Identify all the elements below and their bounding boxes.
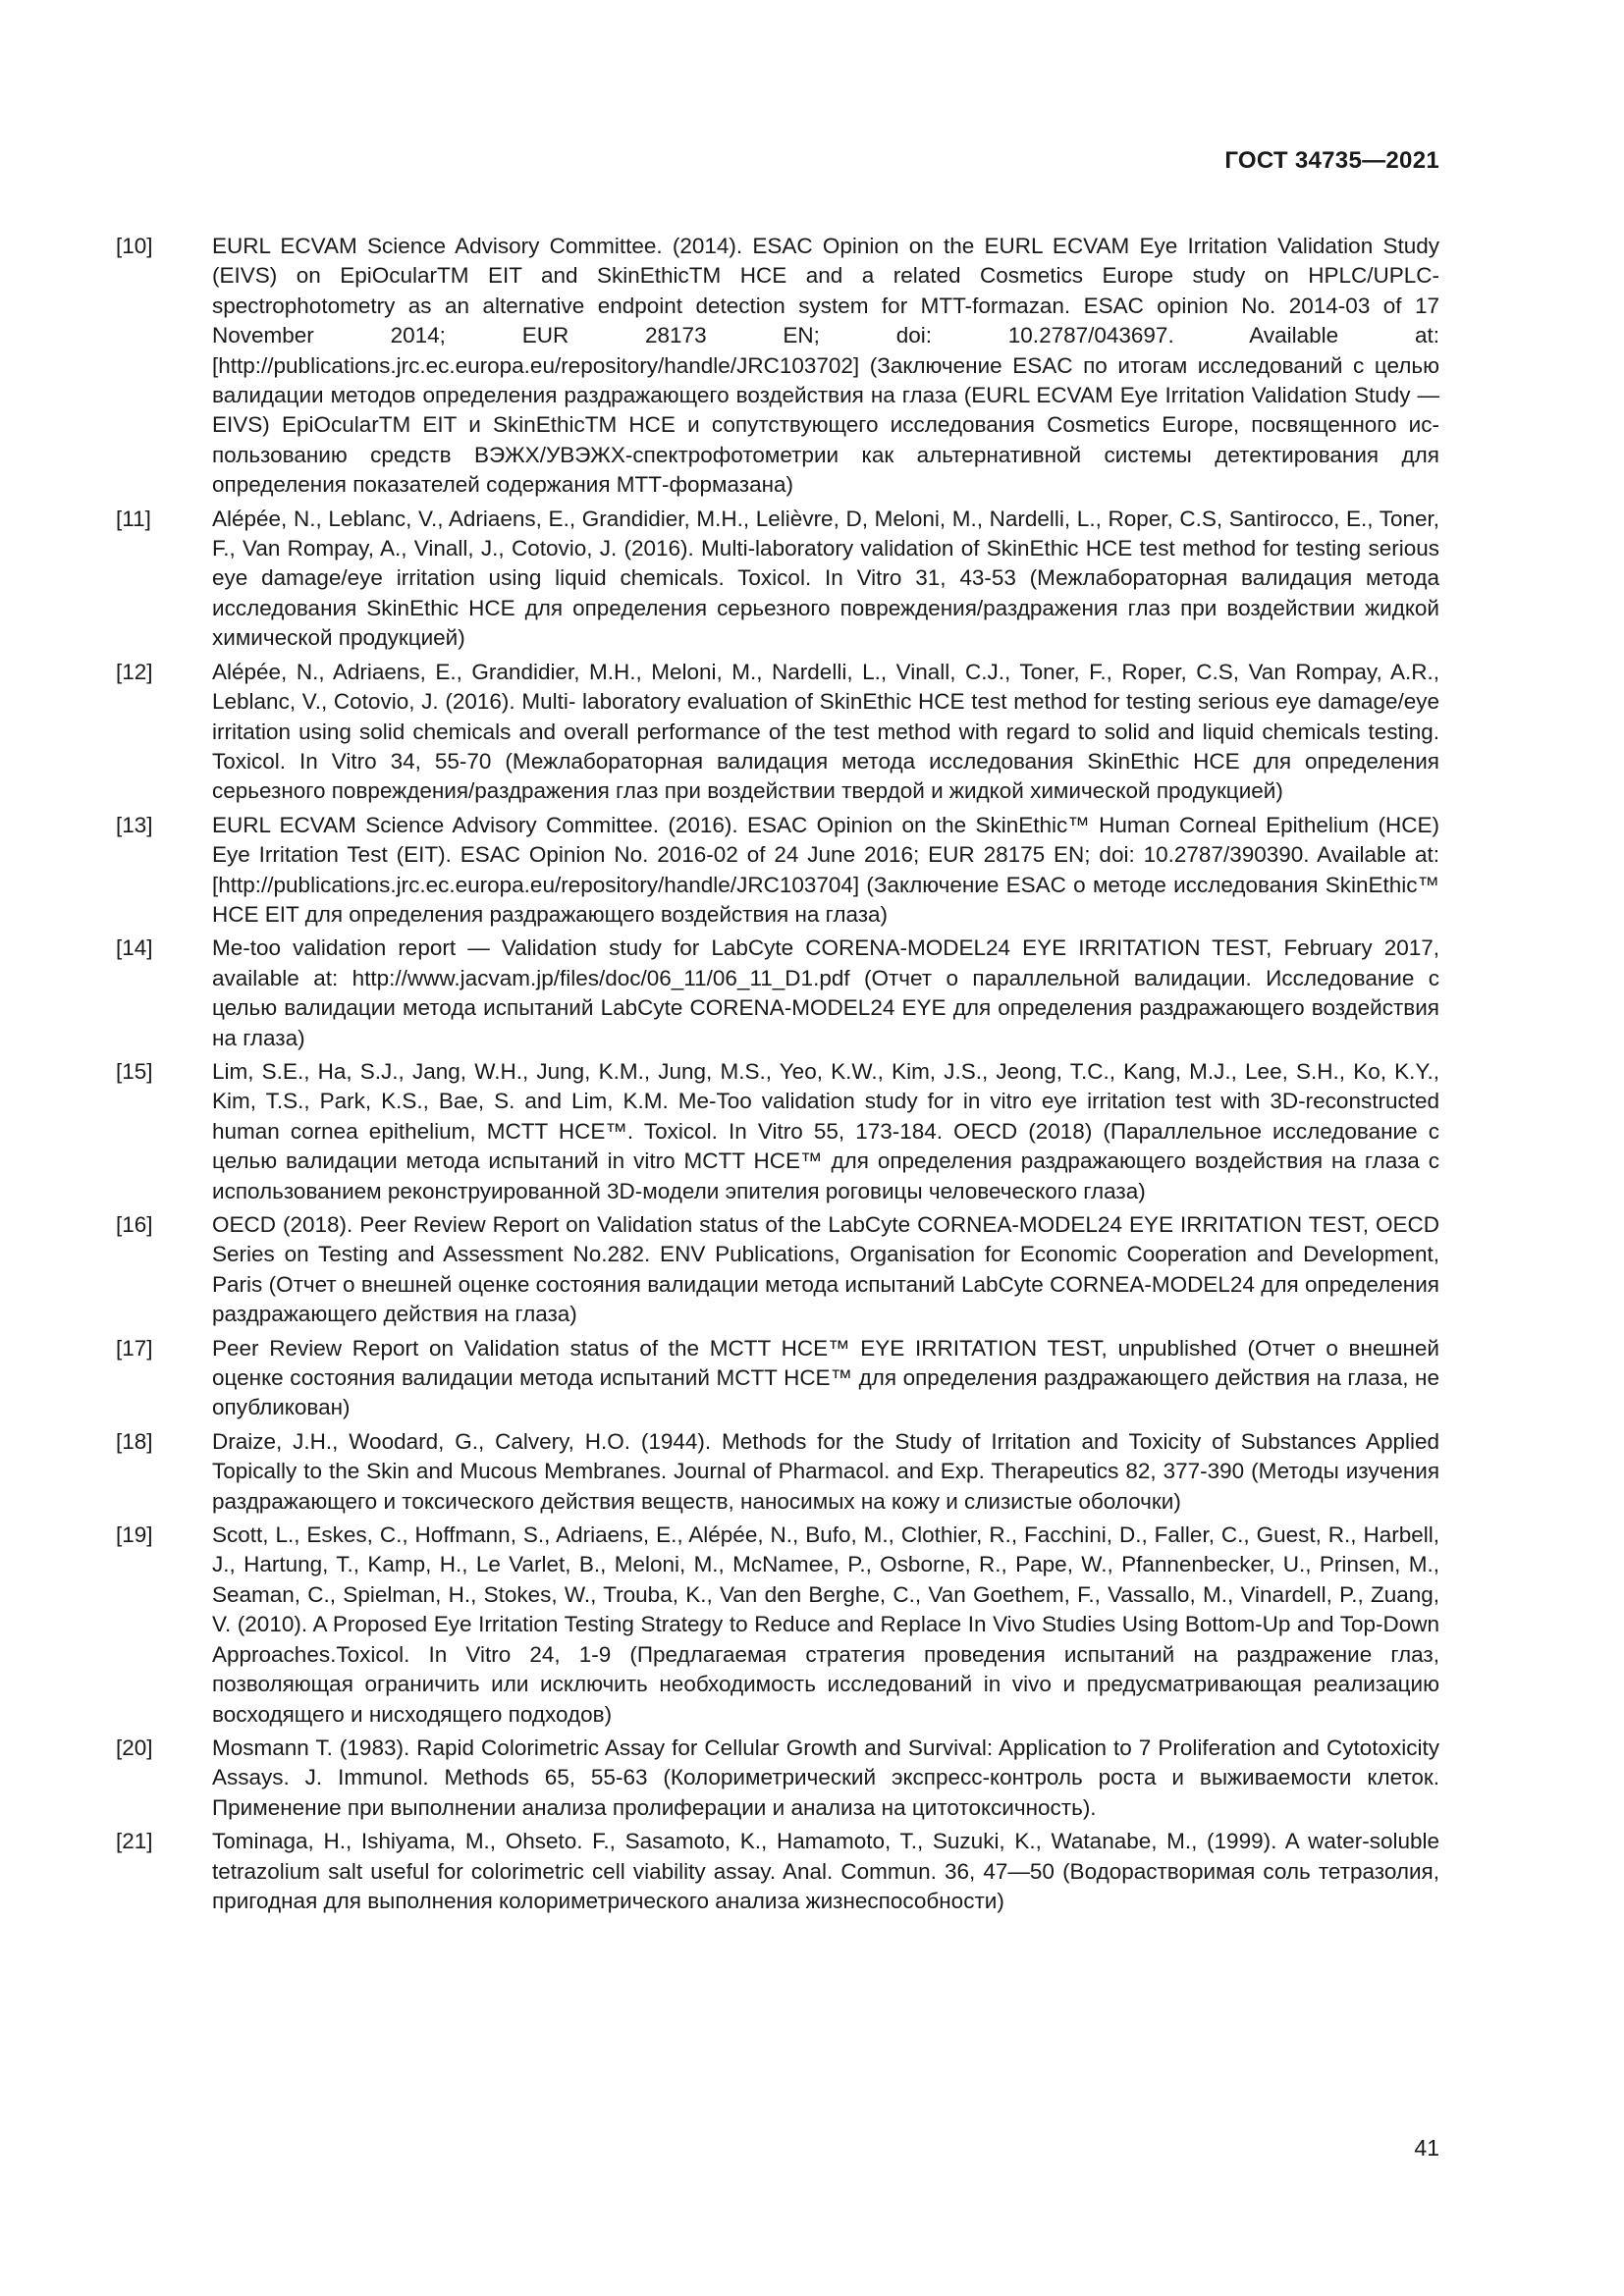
reference-text: Draize, J.H., Woodard, G., Calvery, H.O. (1944). Methods for the Study of Irritation and Toxicity of Substances Applied Topically to the Skin and Mucous Membranes. Journal of Pharmacol. and Exp. Therapeutics 82, 377-390 (Методы изучения раздражающего и токсического действия веществ, наносимых на кожу и слизистые оболочки) [212, 1428, 1439, 1514]
reference-item [116, 1057, 1439, 1206]
reference-item [116, 1827, 1439, 1916]
reference-number: [11] [116, 506, 151, 531]
reference-item [116, 658, 1439, 807]
reference-item [116, 232, 1439, 501]
reference-text: Peer Review Report on Validation status of the MCTT HCE™ EYE IRRITATION TEST, unpublished (Отчет о внешней оценке состояния валидации метода испытаний MCTT HCE™ для определения раздражающего действия на глаза, не опубликован) [212, 1335, 1439, 1420]
reference-number: [20] [116, 1735, 153, 1760]
reference-number: [18] [116, 1428, 153, 1454]
reference-item [116, 1334, 1439, 1423]
reference-text: EURL ECVAM Science Advisory Committee. (2016). ESAC Opinion on the SkinEthic™ Human Corneal Epithelium (HCE) Eye Irritation Test (EIT). ESAC Opinion No. 2016-02 of 24 June 2016; EUR 28175 EN; doi: 10.2787/390390. Available at: [http://publications.jrc.ec.europa.eu/repository/handle/JRC103704] (Заключение ESAC о методе исследования SkinEthic™ HCE EIT для определения раздражающего воздействия на глаза) [212, 812, 1439, 927]
standard-designation: ГОСТ 34735—2021 [1224, 147, 1439, 174]
reference-text: EURL ECVAM Science Advisory Committee. (2014). ESAC Opinion on the EURL ECVAM Eye Irritation Validation Study (EIVS) on EpiOcularTM EIT and SkinEthicTM HCE and a related Cosmetics Europe study on HPLC/UPLC-spectrophotometry as an alternative endpoint detection system for MTT-formazan. ESAC opinion No. 2014-03 of 17 November 2014; EUR 28173 EN; doi: 10.2787/043697. Available at: [http://publications.jrc.ec.europa.eu/repository/handle/JRC103702] (Заключение ESAC по итогам исследований с целью валидации методов определения раздражающего воздействия на глаза (EURL ECVAM Eye Irritation Validation Study — EIVS) EpiOcularTM EIT и SkinEthicTM HCE и сопутствующего исследования Cosmetics Europe, посвященного использованию средств ВЭЖХ/УВЭЖХ-спектрофотометрии как альтернативной системы детектирования для определения показателей содержания МТТ-формазана) [212, 234, 1439, 498]
reference-number: [21] [116, 1829, 153, 1854]
reference-text: Me-too validation report — Validation study for LabCyte CORENA-MODEL24 EYE IRRITATION TEST, February 2017, available at: http://www.jacvam.jp/files/doc/06_11/06_11_D1.pdf (Отчет о параллельной валидации. Исследование с целью валидации метода испытаний LabCyte CORENA-MODEL24 EYE для определения раздражающего воздействия на глаза) [212, 935, 1439, 1050]
reference-number: [16] [116, 1212, 153, 1237]
reference-item [116, 1427, 1439, 1517]
reference-number: [15] [116, 1058, 153, 1084]
reference-text: Tominaga, H., Ishiyama, M., Ohseto. F., Sasamoto, K., Hamamoto, T., Suzuki, K., Watanabe, M., (1999). A water-soluble tetrazolium salt useful for colorimetric cell viability assay. Anal. Commun. 36, 47—50 (Водорастворимая соль тетразолия, пригодная для выполнения колориметрического анализа жизнеспособности) [212, 1829, 1439, 1913]
reference-number: [17] [116, 1335, 153, 1361]
reference-text: OECD (2018). Peer Review Report on Validation status of the LabCyte CORNEA-MODEL24 EYE IRRITATION TEST, OECD Series on Testing and Assessment No.282. ENV Publications, Organisation for Economic Cooperation and Development, Paris (Отчет о внешней оценке состояния валидации метода испытаний LabCyte CORNEA-MODEL24 для определения раздражающего действия на глаза) [212, 1212, 1439, 1327]
bibliography-list [116, 232, 1439, 1920]
reference-item [116, 1521, 1439, 1730]
reference-number: [14] [116, 935, 153, 961]
reference-number: [10] [116, 234, 153, 258]
reference-item [116, 1210, 1439, 1330]
reference-number: [19] [116, 1522, 153, 1548]
reference-text: Lim, S.E., Ha, S.J., Jang, W.H., Jung, K.M., Jung, M.S., Yeo, K.W., Kim, J.S., Jeong, T.C., Kang, M.J., Lee, S.H., Ko, K.Y., Kim, T.S., Park, K.S., Bae, S. and Lim, K.M. Me-Too validation study for in vitro eye irritation test with 3D-reconstructed human cornea epithelium, MCTT HCE™. Toxicol. In Vitro 55, 173-184. OECD (2018) (Параллельное исследование с целью валидации метода испытаний in vitro MCTT HCE™ для определения раздражающего воздействия на глаза с использованием реконструированной 3D-модели эпителия роговицы человеческого глаза) [212, 1058, 1439, 1203]
page-number: 41 [1414, 2135, 1439, 2161]
reference-text: Scott, L., Eskes, C., Hoffmann, S., Adriaens, E., Alépée, N., Bufo, M., Clothier, R., Facchini, D., Faller, C., Guest, R., Harbell, J., Hartung, T., Kamp, H., Le Varlet, B., Meloni, M., McNamee, P., Osborne, R., Pape, W., Pfannenbecker, U., Prinsen, M., Seaman, C., Spielman, H., Stokes, W., Trouba, K., Van den Berghe, C., Van Goethem, F., Vassallo, M., Vinardell, P., Zuang, V. (2010). A Proposed Eye Irritation Testing Strategy to Reduce and Replace In Vivo Studies Using Bottom-Up and Top-Down Approaches.Toxicol. In Vitro 24, 1-9 (Предлагаемая стратегия проведения испытаний на раздражение глаз, позволяющая ограничить или исключить необходимость исследований in vivo и предусматривающая реализацию восходящего и нисходящего подходов) [212, 1522, 1439, 1727]
reference-item [116, 811, 1439, 931]
reference-text: Alépée, N., Adriaens, E., Grandidier, M.H., Meloni, M., Nardelli, L., Vinall, C.J., Toner, F., Roper, C.S, Van Rompay, A.R., Leblanc, V., Cotovio, J. (2016). Multi- laboratory evaluation of SkinEthic HCE test method for testing serious eye damage/eye irritation using solid chemicals and overall performance of the test method with regard to solid and liquid chemicals testing. Toxicol. In Vitro 34, 55-70 (Межлабораторная валидация метода исследования SkinEthic HCE для определения серьезного повреждения/раздражения глаз при воздействии твердой и жидкой химической продукцией) [212, 659, 1439, 804]
reference-number: [13] [116, 812, 153, 837]
reference-item [116, 934, 1439, 1053]
reference-text: Mosmann T. (1983). Rapid Colorimetric Assay for Cellular Growth and Survival: Application to 7 Proliferation and Cytotoxicity Assays. J. Immunol. Methods 65, 55-63 (Колориметрический экспресс-контроль роста и выживаемости клеток. Применение при выполнении анализа пролиферации и анализа на цитотоксичность). [212, 1735, 1439, 1820]
reference-number: [12] [116, 659, 153, 684]
reference-text: Alépée, N., Leblanc, V., Adriaens, E., Grandidier, M.H., Lelièvre, D, Meloni, M., Nardelli, L., Roper, C.S, Santirocco, E., Toner, F., Van Rompay, A., Vinall, J., Cotovio, J. (2016). Multi-laboratory validation of SkinEthic HCE test method for testing serious eye damage/eye irritation using liquid chemicals. Toxicol. In Vitro 31, 43-53 (Межлабораторная валидация метода исследования SkinEthic HCE для определения серьезного повреждения/раздражения глаз при воздействии жидкой химической продукцией) [212, 506, 1439, 651]
reference-item [116, 505, 1439, 654]
reference-item [116, 1734, 1439, 1823]
